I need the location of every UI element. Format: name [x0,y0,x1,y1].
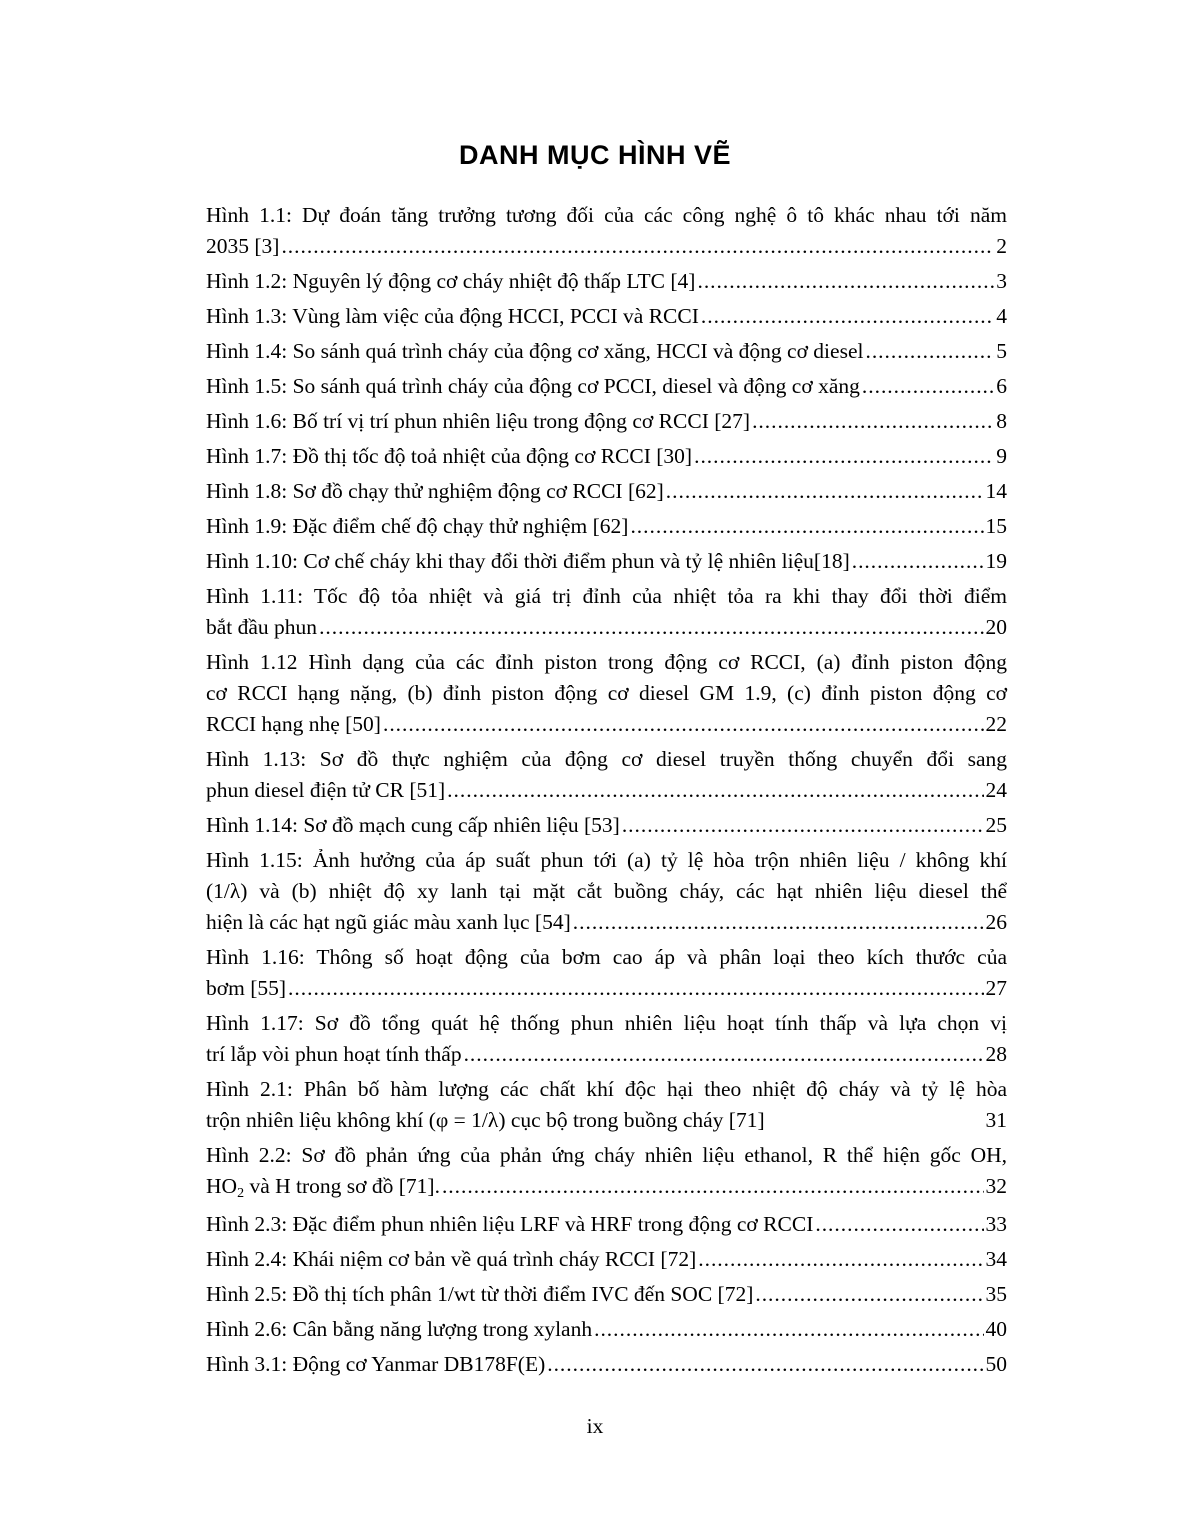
figure-entry-text: trí lắp vòi phun hoạt tính thấp [206,1042,462,1066]
figure-entry-text: Hình 2.3: Đặc điểm phun nhiên liệu LRF và HRF trong động cơ RCCI [206,1212,814,1236]
figure-entry[interactable] [206,371,1007,402]
figure-entry-last-line [206,336,1007,367]
figure-entry-last-line [206,612,1007,643]
figure-page-number: 40 [985,1317,1007,1341]
figure-entry-last-line [206,301,1007,332]
figure-page-number: 22 [985,712,1007,736]
dot-leader [697,266,994,297]
figure-entry[interactable] [206,1279,1007,1310]
figure-entry[interactable] [206,1209,1007,1240]
figure-entry-text: RCCI hạng nhẹ [50] [206,712,381,736]
figure-entry-text: Hình 1.5: So sánh quá trình cháy của động cơ PCCI, diesel và động cơ xăng [206,374,860,398]
figure-entry-last-line [206,371,1007,402]
figure-page-number: 26 [985,910,1007,934]
figure-entry[interactable] [206,1349,1007,1380]
figure-page-number: 5 [996,339,1007,363]
figure-entry[interactable] [206,301,1007,332]
figure-entry-line: Hình 2.1: Phân bố hàm lượng các chất khí độc hại theo nhiệt độ cháy và tỷ lệ hòa [206,1077,1007,1101]
figure-entry[interactable] [206,1074,1007,1136]
dot-leader [288,973,983,1004]
dot-leader [755,1279,983,1310]
figure-entry[interactable] [206,810,1007,841]
figure-page-number: 34 [985,1247,1007,1271]
figure-entry-text: Hình 1.10: Cơ chế cháy khi thay đổi thời điểm phun và tỷ lệ nhiên liệu[18] [206,549,850,573]
figure-entry-text: 2035 [3] [206,234,280,258]
figure-page-number: 2 [996,234,1007,258]
figure-page-number: 33 [985,1212,1007,1236]
figure-entry-line: Hình 1.12 Hình dạng của các đỉnh piston trong động cơ RCCI, (a) đỉnh piston động [206,650,1007,674]
figure-page-number: 6 [996,374,1007,398]
figure-entry-last-line [206,1314,1007,1345]
dot-leader [666,476,984,507]
figure-entry[interactable] [206,200,1007,262]
figure-entry-last-line [206,546,1007,577]
dot-leader [464,1039,984,1070]
figure-entry-text: Hình 2.5: Đồ thị tích phân 1/wt từ thời điểm IVC đến SOC [72] [206,1282,754,1306]
figure-entry-line: (1/λ) và (b) nhiệt độ xy lanh tại mặt cắt buồng cháy, các hạt nhiên liệu diesel thể [206,879,1007,903]
figure-page-number: 24 [985,778,1007,802]
figure-entry-last-line [206,709,1007,740]
figure-entry-last-line [206,511,1007,542]
dot-leader [862,371,994,402]
dot-leader [865,336,994,367]
figure-entry-text: Hình 1.14: Sơ đồ mạch cung cấp nhiên liệu [53] [206,813,620,837]
figure-entry-text: Hình 2.6: Cân bằng năng lượng trong xylanh [206,1317,593,1341]
figure-entry-last-line [206,266,1007,297]
page-title: DANH MỤC HÌNH VẼ [458,140,731,170]
dot-leader [547,1349,983,1380]
dot-leader [573,907,984,938]
figure-entry-last-line [206,1039,1007,1070]
figure-entry[interactable] [206,546,1007,577]
figure-entry-last-line [206,973,1007,1004]
figure-page-number: 31 [985,1108,1007,1132]
figure-entry-line: Hình 1.16: Thông số hoạt động của bơm cao áp và phân loại theo kích thước của [206,945,1007,969]
figure-entry[interactable] [206,406,1007,437]
figure-entry-text: Hình 1.2: Nguyên lý động cơ cháy nhiệt độ thấp LTC [4] [206,269,696,293]
figure-entry-last-line [206,1279,1007,1310]
figure-entry[interactable] [206,336,1007,367]
figure-entry-last-line [206,406,1007,437]
figure-entry[interactable] [206,647,1007,740]
figure-entry-line: Hình 1.1: Dự đoán tăng trưởng tương đối của các công nghệ ô tô khác nhau tới năm [206,203,1007,227]
figure-entry-line: cơ RCCI hạng nặng, (b) đỉnh piston động cơ diesel GM 1.9, (c) đỉnh piston động cơ [206,681,1007,705]
figure-entry-last-line [206,1244,1007,1275]
page-number: ix [586,1414,604,1438]
figure-entry-text: trộn nhiên liệu không khí (φ = 1/λ) cục bộ trong buồng cháy [71] [206,1108,765,1132]
figure-entry[interactable] [206,511,1007,542]
dot-leader [319,612,983,643]
figure-entry[interactable] [206,845,1007,938]
figure-page-number: 3 [996,269,1007,293]
figure-entry[interactable] [206,1244,1007,1275]
dot-leader [383,709,984,740]
figure-page-number: 15 [985,514,1007,538]
figure-entry-last-line [206,1105,1007,1136]
figure-entry-text: Hình 1.3: Vùng làm việc của động HCCI, PCCI và RCCI [206,304,699,328]
dot-leader [622,810,984,841]
figure-entry-last-line [206,231,1007,262]
figure-entry-text: bắt đầu phun [206,615,318,639]
figure-entry[interactable] [206,266,1007,297]
figure-page-number: 28 [985,1042,1007,1066]
figure-entry-text-rest: và H trong sơ đồ [71]. [244,1174,440,1198]
figure-page-number: 19 [985,549,1007,573]
formula-text: HO [206,1174,238,1198]
figure-page-number: 32 [985,1174,1007,1198]
figure-entry-text [206,1171,440,1205]
figure-entry-line: Hình 2.2: Sơ đồ phản ứng của phản ứng cháy nhiên liệu ethanol, R thể hiện gốc OH, [206,1143,1007,1167]
figure-entry-last-line [206,1171,1007,1205]
figure-entry-text: Hình 3.1: Động cơ Yanmar DB178F(E) [206,1352,546,1376]
figure-entry[interactable] [206,441,1007,472]
figure-entry-text: Hình 1.9: Đặc điểm chế độ chạy thử nghiệm [62] [206,514,629,538]
figure-page-number: 50 [985,1352,1007,1376]
figure-page-number: 4 [996,304,1007,328]
dot-leader [281,231,994,262]
figure-entry-last-line [206,907,1007,938]
figure-page-number: 27 [985,976,1007,1000]
figure-entry-text: Hình 1.6: Bố trí vị trí phun nhiên liệu trong động cơ RCCI [27] [206,409,751,433]
dot-leader [701,301,994,332]
figure-entry[interactable] [206,1314,1007,1345]
figure-page-number: 8 [996,409,1007,433]
figure-entry-text: bơm [55] [206,976,287,1000]
figure-entry-text: Hình 1.7: Đồ thị tốc độ toả nhiệt của động cơ RCCI [30] [206,444,693,468]
dot-leader [815,1209,983,1240]
figure-entry-last-line [206,1349,1007,1380]
figure-entry-last-line [206,476,1007,507]
figure-entry-text: phun diesel điện tử CR [51] [206,778,446,802]
figure-page-number: 25 [985,813,1007,837]
figure-entry-last-line [206,775,1007,806]
dot-leader [442,1171,984,1202]
dot-leader [594,1314,983,1345]
dot-leader [698,1244,983,1275]
figure-entry-line: Hình 1.17: Sơ đồ tổng quát hệ thống phun nhiên liệu hoạt tính thấp và lựa chọn vị [206,1011,1007,1035]
figure-entry-last-line [206,1209,1007,1240]
dot-leader [630,511,983,542]
figure-entry-text: hiện là các hạt ngũ giác màu xanh lục [54] [206,910,571,934]
figure-entry-line: Hình 1.13: Sơ đồ thực nghiệm của động cơ diesel truyền thống chuyển đổi sang [206,747,1007,771]
figure-entry[interactable] [206,476,1007,507]
figure-entry[interactable] [206,744,1007,806]
figure-page-number: 9 [996,444,1007,468]
dot-leader [752,406,994,437]
figure-list [206,200,1007,1384]
dot-leader [447,775,983,806]
figure-entry[interactable] [206,942,1007,1004]
figure-entry-line: Hình 1.15: Ảnh hưởng của áp suất phun tới (a) tỷ lệ hòa trộn nhiên liệu / không khí [206,848,1007,872]
figure-entry[interactable] [206,581,1007,643]
figure-entry-text: Hình 1.8: Sơ đồ chạy thử nghiệm động cơ RCCI [62] [206,479,664,503]
formula-subscript: 2 [237,1186,245,1201]
dot-leader [852,546,984,577]
figure-entry[interactable] [206,1008,1007,1070]
figure-entry-text: Hình 2.4: Khái niệm cơ bản về quá trình cháy RCCI [72] [206,1247,697,1271]
dot-leader [694,441,994,472]
figure-page-number: 14 [985,479,1007,503]
figure-entry-last-line [206,441,1007,472]
figure-entry[interactable] [206,1140,1007,1205]
figure-page-number: 35 [985,1282,1007,1306]
figure-entry-text: Hình 1.4: So sánh quá trình cháy của động cơ xăng, HCCI và động cơ diesel [206,339,864,363]
figure-entry-last-line [206,810,1007,841]
figure-entry-line: Hình 1.11: Tốc độ tỏa nhiệt và giá trị đỉnh của nhiệt tỏa ra khi thay đổi thời điểm [206,584,1007,608]
figure-page-number: 20 [985,615,1007,639]
